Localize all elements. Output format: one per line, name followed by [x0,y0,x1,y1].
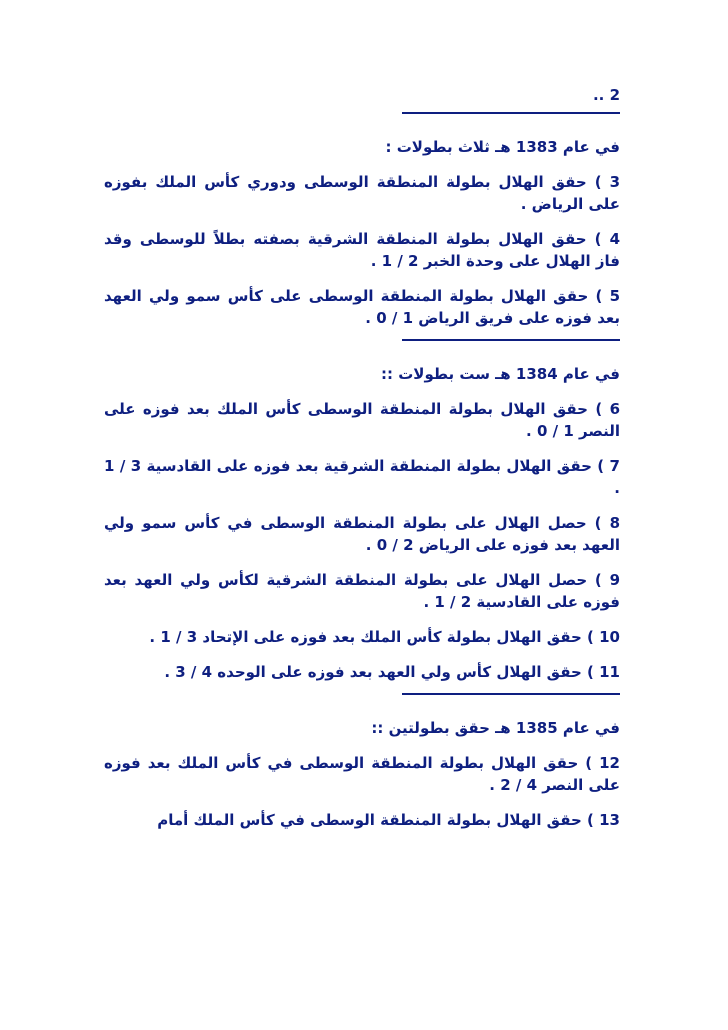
list-item: 13 ) حقق الهلال بطولة المنطقة الوسطى في كأس الملك أمام [157,811,620,829]
list-item: 6 ) حقق الهلال بطولة المنطقة الوسطى كأس الملك بعد فوزه على النصر 1 / 0 . [104,400,620,440]
page-marker: 2 .. [592,86,620,104]
document-body [104,84,620,831]
section-heading-1385: في عام 1385 هـ حقق بطولتين :: [371,719,620,737]
list-item: 11 ) حقق الهلال كأس ولي العهد بعد فوزه على الوحده 4 / 3 . [164,663,620,681]
list-item: 8 ) حصل الهلال على بطولة المنطقة الوسطى في كأس سمو ولي العهد بعد فوزه على الرياض 2 / 0 . [104,514,620,554]
list-item: 5 ) حقق الهلال بطولة المنطقة الوسطى على كأس سمو ولي العهد بعد فوزه على فريق الرياض 1 / 0 . [104,287,620,327]
list-item: 12 ) حقق الهلال بطولة المنطقة الوسطى في كأس الملك بعد فوزه على النصر 4 / 2 . [104,754,620,794]
list-item: 9 ) حصل الهلال على بطولة المنطقة الشرقية لكأس ولي العهد بعد فوزه على القادسية 2 / 1 . [104,571,620,611]
section-heading-1384: في عام 1384 هـ ست بطولات :: [380,365,620,383]
list-item: 10 ) حقق الهلال بطولة كأس الملك بعد فوزه على الإتحاد 3 / 1 . [149,628,620,646]
list-item: 3 ) حقق الهلال بطولة المنطقة الوسطى ودوري كأس الملك بفوزه على الرياض . [104,173,620,213]
section-heading-1383: في عام 1383 هـ ثلاث بطولات : [385,138,620,156]
list-item: 7 ) حقق الهلال بطولة المنطقة الشرقية بعد فوزه على القادسية 3 / 1 . [104,457,620,497]
list-item: 4 ) حقق الهلال بطولة المنطقة الشرقية بصفته بطلاً للوسطى وقد فاز الهلال على وحدة الخبر 2 / 1 . [104,230,620,270]
